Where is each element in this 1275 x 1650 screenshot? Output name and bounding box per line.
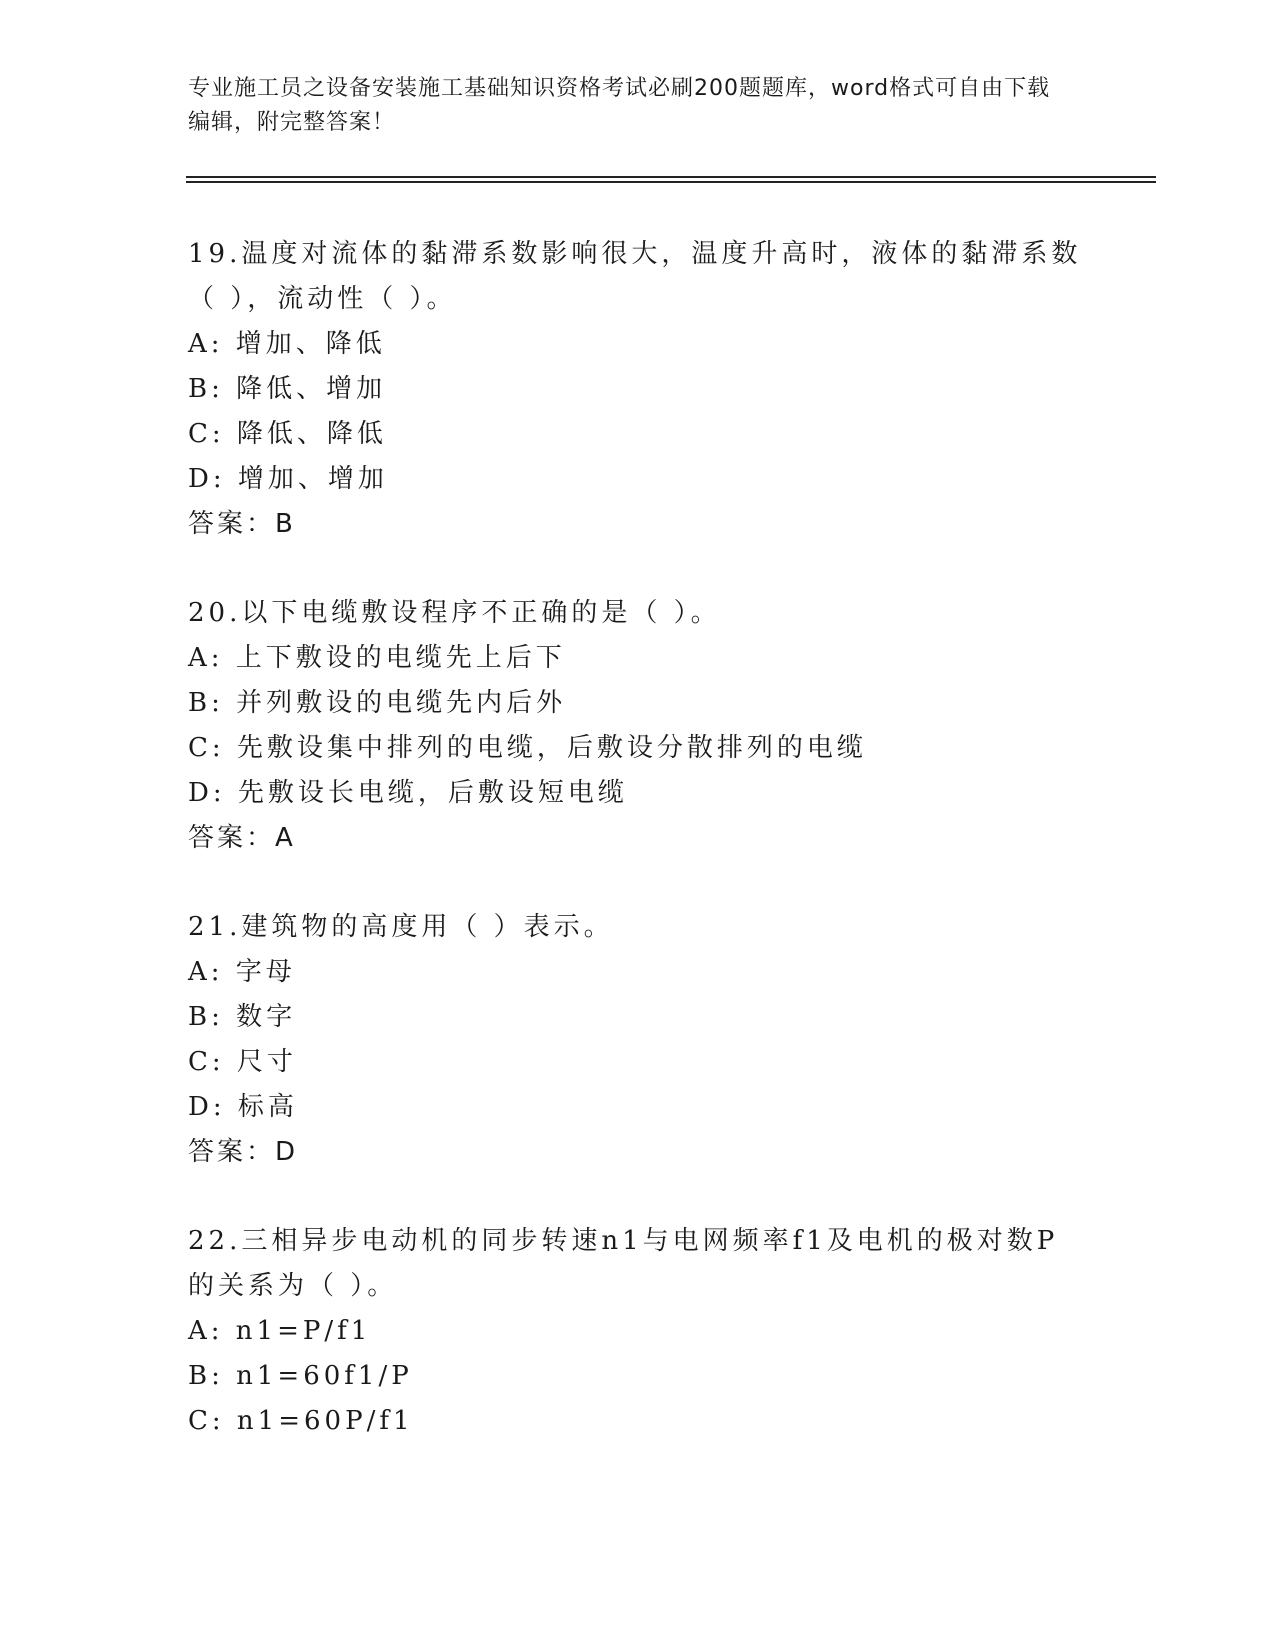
option-b: B: 降低、增加 — [188, 374, 387, 404]
option-d: D: 增加、增加 — [188, 464, 388, 494]
question-19 — [188, 232, 1088, 547]
option-b: B: 数字 — [188, 1002, 297, 1032]
option-b: B: 并列敷设的电缆先内后外 — [188, 688, 567, 718]
question-stem: 22.三相异步电动机的同步转速n1与电网频率f1及电机的极对数P的关系为（ ）。 — [188, 1226, 1059, 1301]
question-20 — [188, 591, 1088, 861]
option-c: C: n1=60P/f1 — [188, 1406, 414, 1436]
option-a: A: n1=P/f1 — [188, 1316, 372, 1346]
question-22 — [188, 1219, 1088, 1444]
option-a: A: 上下敷设的电缆先上后下 — [188, 643, 566, 673]
option-b: B: n1=60f1/P — [188, 1361, 413, 1391]
document-header: 专业施工员之设备安装施工基础知识资格考试必刷200题题库，word格式可自由下载编辑，附完整答案！ — [188, 76, 1051, 135]
question-stem: 19.温度对流体的黏滞系数影响很大，温度升高时，液体的黏滞系数（ ），流动性（ ）。 — [188, 239, 1082, 314]
option-c: C: 尺寸 — [188, 1047, 297, 1077]
option-c: C: 降低、降低 — [188, 419, 387, 449]
answer-label: 答案：B — [188, 509, 296, 539]
option-d: D: 先敷设长电缆，后敷设短电缆 — [188, 778, 628, 808]
option-d: D: 标高 — [188, 1092, 298, 1122]
question-stem: 20.以下电缆敷设程序不正确的是（ ）。 — [188, 598, 721, 628]
option-a: A: 增加、降低 — [188, 329, 386, 359]
option-c: C: 先敷设集中排列的电缆，后敷设分散排列的电缆 — [188, 733, 867, 763]
answer-label: 答案：D — [188, 1137, 299, 1167]
question-21 — [188, 905, 1088, 1175]
header-rule-bottom — [186, 181, 1156, 183]
question-stem: 21.建筑物的高度用（ ）表示。 — [188, 912, 614, 942]
header-rule-top — [186, 176, 1156, 178]
option-a: A: 字母 — [188, 957, 296, 987]
answer-label: 答案：A — [188, 823, 296, 853]
question-list — [188, 232, 1088, 1488]
